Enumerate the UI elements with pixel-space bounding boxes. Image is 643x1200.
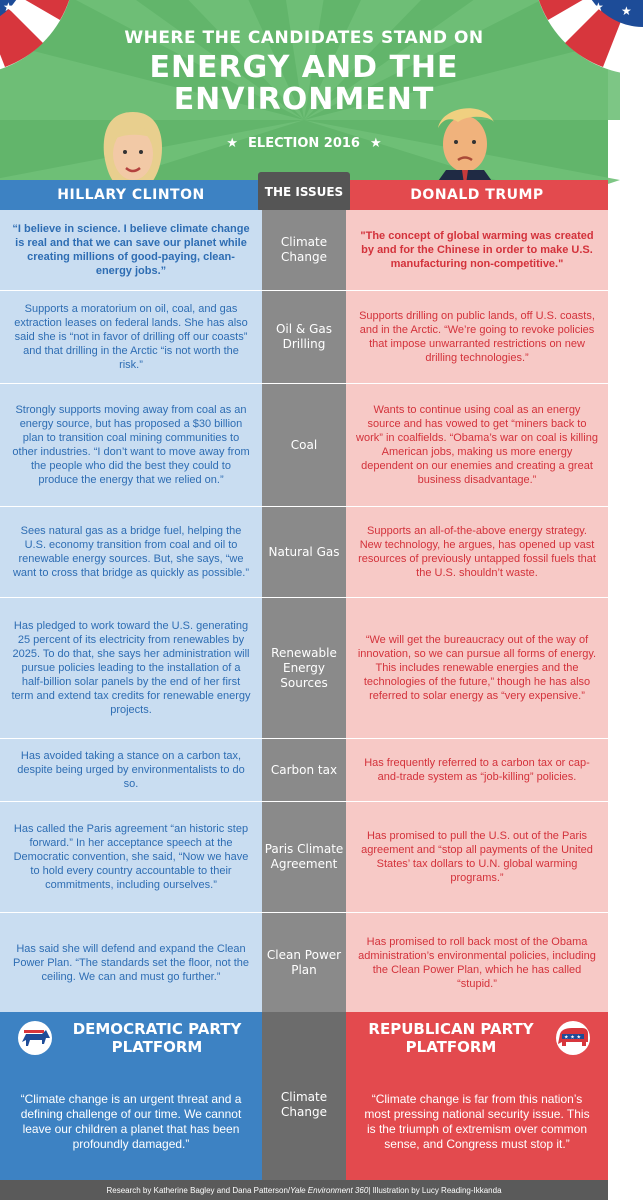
trump-oil-gas: [346, 291, 608, 383]
trump-column-header: DONALD TRUMP: [346, 180, 608, 210]
issue-row-renewable: [0, 598, 608, 738]
trump-coal-text: Wants to continue using coal as an energy source and has vowed to get “miners back to work” in coalfields. “Obama’s war on coal is killing American jobs, making us more energy dependent on our enemies and creating a great business disadvantage.”: [356, 404, 598, 486]
issue-row-coal: [0, 384, 608, 506]
clinton-oil-gas: [0, 291, 262, 383]
svg-text:★: ★: [3, 0, 14, 14]
issue-row-paris: [0, 802, 608, 912]
svg-text:★: ★: [621, 4, 632, 18]
svg-text:★: ★: [593, 0, 604, 14]
trump-natural-gas: [346, 507, 608, 597]
issue-natural-gas: Natural Gas: [262, 507, 346, 597]
title-line-2: ENERGY AND THE: [149, 50, 459, 85]
clinton-coal: [0, 384, 262, 506]
issue-platform-climate-change: Climate Change: [262, 1012, 346, 1180]
issue-clean-power: Clean Power Plan: [262, 913, 346, 1012]
democratic-platform-header: [0, 1012, 262, 1064]
republican-platform-header: [346, 1012, 608, 1064]
clinton-clean-power-text: Has said she will defend and expand the Clean Power Plan. “The standards set the floor, not the ceiling. We can and must go further.”: [12, 942, 250, 983]
clinton-natural-gas-text: Sees natural gas as a bridge fuel, helping the U.S. economy transition from coal and oil to renewable energy sources. But, she says, “we want to cross that bridge as quickly as possible.”: [12, 525, 249, 579]
issue-row-natural-gas: [0, 507, 608, 597]
clinton-natural-gas: [0, 507, 262, 597]
clinton-oil-gas-text: Supports a moratorium on oil, coal, and gas extraction leases on federal lands. She has also said she is “not in favor of drilling off our coasts” and that drilling in the Arctic “is not worth the risk.”: [14, 303, 248, 371]
clinton-climate-change-text: “I believe in science. I believe climate change is real and that we can save our planet while creating millions of good-paying, clean-energy jobs.”: [12, 223, 250, 277]
republican-elephant-icon: [550, 1020, 596, 1056]
star-icon: ★: [369, 136, 382, 151]
clinton-renewable-text: Has pledged to work toward the U.S. generating 25 percent of its electricity from renewables by 2025. To do that, she says her administration will pursue policies leading to the installation of a half-billion solar panels by the end of her first term and extend tax credits for renewable energy projects.: [11, 620, 251, 716]
republican-platform-text: “Climate change is far from this nation’s most pressing national security issue. This is the triumph of extremism over common sense, and Congress must stop it.”: [364, 1092, 590, 1151]
trump-coal: [346, 384, 608, 506]
issue-oil-gas: Oil & Gas Drilling: [262, 291, 346, 383]
issue-row-climate-change: [0, 210, 608, 290]
issue-coal: Coal: [262, 384, 346, 506]
republican-platform-quote: [346, 1064, 608, 1180]
republican-platform-title: REPUBLICAN PARTY PLATFORM: [368, 1020, 534, 1056]
trump-carbon-tax-text: Has frequently referred to a carbon tax or cap-and-trade system as “job-killing” policies.: [364, 757, 590, 783]
trump-paris-text: Has promised to pull the U.S. out of the Paris agreement and “stop all payments of the United States’ tax dollars to U.N. global warming programs.”: [361, 830, 593, 884]
democratic-platform-title: DEMOCRATIC PARTY PLATFORM: [72, 1020, 242, 1056]
trump-oil-gas-text: Supports drilling on public lands, off U.S. coasts, and in the Arctic. “We’re going to revoke policies that impose unwarranted restrictions on new drilling technologies.”: [359, 310, 595, 364]
trump-climate-change: [346, 210, 608, 290]
clinton-carbon-tax: [0, 739, 262, 801]
header-banner: [0, 0, 632, 180]
trump-paris: [346, 802, 608, 912]
credits-research: Research by Katherine Bagley and Dana Patterson/: [106, 1185, 291, 1195]
title-line-1: WHERE THE CANDIDATES STAND ON: [124, 28, 484, 48]
trump-portrait-icon: [428, 100, 502, 184]
credits-footer: [0, 1180, 608, 1200]
trump-carbon-tax: [346, 739, 608, 801]
issue-row-oil-gas: [0, 291, 608, 383]
trump-renewable-text: “We will get the bureaucracy out of the way of innovation, so we can pursue all forms of energy. This includes renewable energies and the technologies of the future,” though he has also referred to solar energy as “very expensive.”: [357, 634, 597, 702]
issues-column-header: THE ISSUES: [258, 172, 350, 212]
trump-clean-power: [346, 913, 608, 1012]
trump-renewable: [346, 598, 608, 738]
election-subtitle: [0, 136, 608, 151]
clinton-carbon-tax-text: Has avoided taking a stance on a carbon tax, despite being urged by environmentalists to do so.: [17, 750, 245, 790]
issue-row-carbon-tax: [0, 739, 608, 801]
clinton-paris: [0, 802, 262, 912]
issue-carbon-tax: Carbon tax: [262, 739, 346, 801]
clinton-paris-text: Has called the Paris agreement “an historic step forward.” In her acceptance speech at the Democratic convention, she said, “Now we have to hold every country accountable to their commitments, including ourselves.”: [13, 823, 249, 891]
democratic-donkey-icon: [12, 1020, 58, 1056]
issue-row-clean-power: [0, 913, 608, 1012]
star-icon: ★: [226, 136, 239, 151]
clinton-coal-text: Strongly supports moving away from coal as an energy source, but has proposed a $30 billion plan to transition coal mining communities to other industries. “I don’t want to move away from the people who did the best they could to produce the energy that we relied on.”: [12, 404, 250, 486]
issue-renewable: Renewable Energy Sources: [262, 598, 346, 738]
clinton-renewable: [0, 598, 262, 738]
credits-illustration: | Illustration by Lucy Reading-Ikkanda: [368, 1185, 502, 1195]
clinton-column-header: HILLARY CLINTON: [0, 180, 262, 210]
democratic-platform-quote: [0, 1064, 262, 1180]
svg-text:★ ★ ★: ★ ★ ★: [564, 1034, 581, 1041]
democratic-platform-text: “Climate change is an urgent threat and a defining challenge of our time. We cannot leave our children a planet that has been profoundly damaged.”: [20, 1092, 242, 1151]
clinton-climate-change: [0, 210, 262, 290]
title-block: [0, 28, 608, 116]
trump-climate-change-text: "The concept of global warming was created by and for the Chinese in order to make U.S. manufacturing non-competitive.": [360, 230, 594, 270]
election-label: ELECTION 2016: [248, 136, 360, 151]
trump-natural-gas-text: Supports an all-of-the-above energy strategy. New technology, he argues, has opened up vast resources of previously untapped fossil fuels that the U.S. shouldn’t waste.: [358, 525, 596, 579]
credits-publication: Yale Environment 360: [290, 1185, 369, 1195]
clinton-clean-power: [0, 913, 262, 1012]
title-line-3: ENVIRONMENT: [173, 82, 435, 117]
trump-clean-power-text: Has promised to roll back most of the Obama administration’s environmental policies, including the Clean Power Plan, which he has called “stupid.”: [358, 935, 596, 990]
issue-climate-change: Climate Change: [262, 210, 346, 290]
issue-paris: Paris Climate Agreement: [262, 802, 346, 912]
